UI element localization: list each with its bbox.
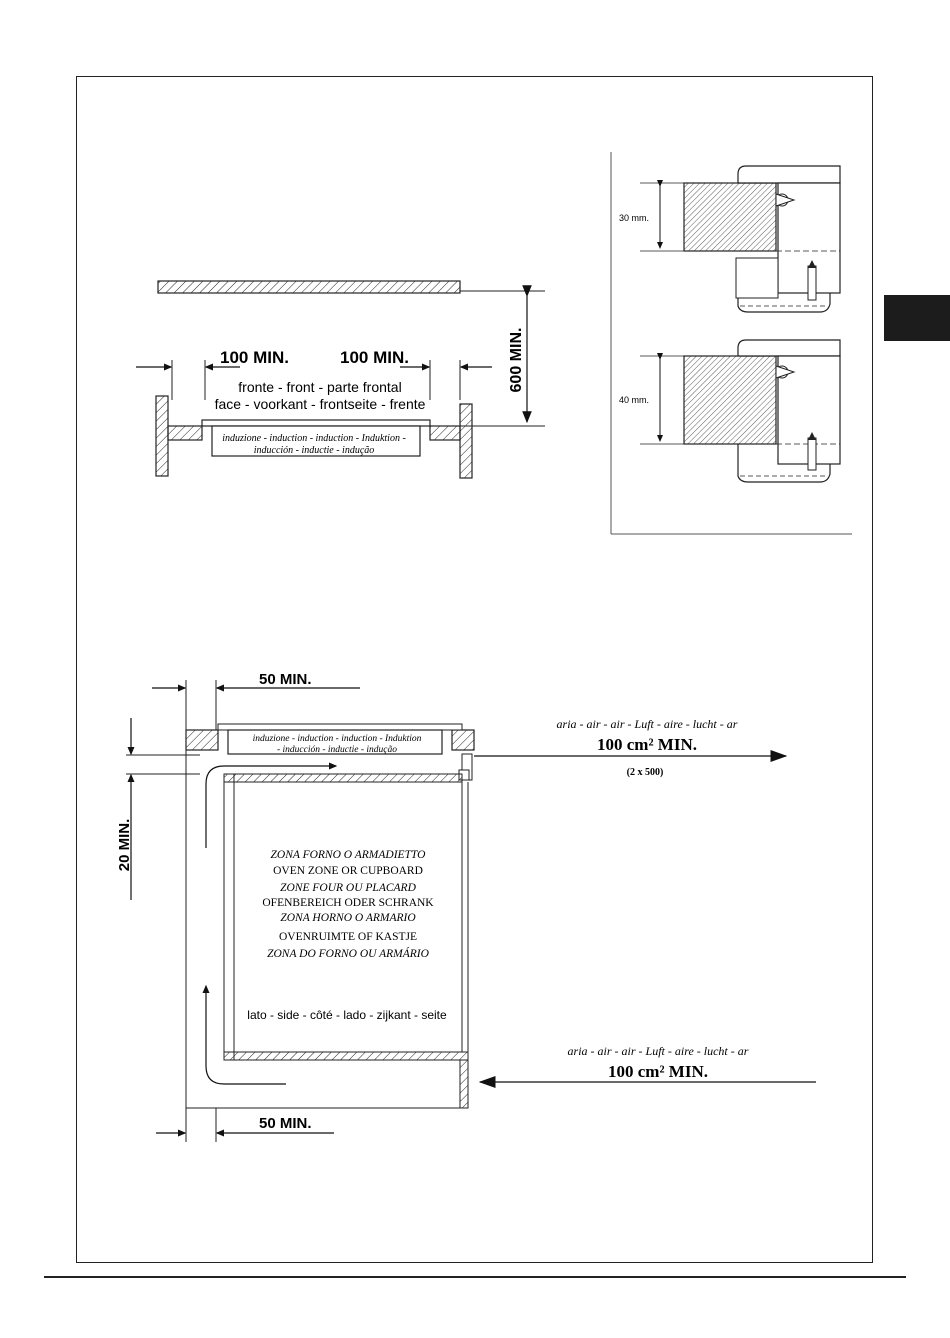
oven-zone-es: ZONA HORNO O ARMARIO	[280, 912, 416, 924]
air-in-label: aria - air - air - Luft - aire - lucht - ar	[567, 1044, 749, 1058]
ventilation-side-diagram	[116, 671, 816, 1142]
dim-right-100: 100 MIN.	[340, 348, 409, 367]
dim-vertical-20: 20 MIN.	[116, 818, 133, 872]
front-label-2: face - voorkant - frontseite - frente	[214, 396, 426, 412]
thickness-30-label: 30 mm.	[619, 213, 650, 223]
side-label: lato - side - côté - lado - zijkant - seite	[247, 1008, 447, 1022]
front-label-1: fronte - front - parte frontal	[238, 379, 402, 395]
oven-zone-it: ZONA FORNO O ARMADIETTO	[270, 849, 426, 861]
side-induction-label-1: induzione - induction - induction - Induktion	[252, 734, 422, 744]
right-wall	[460, 404, 472, 478]
oven-zone-nl: OVENRUIMTE OF KASTJE	[279, 931, 417, 943]
air-out-value: 100 cm² MIN.	[597, 735, 697, 754]
hob-glass	[202, 420, 430, 426]
dim-bottom-50: 50 MIN.	[259, 1115, 312, 1132]
oven-zone-pt: ZONA DO FORNO OU ARMÁRIO	[267, 948, 429, 960]
worktop-detail-diagram	[611, 152, 852, 534]
left-wall	[156, 396, 168, 476]
dim-vertical-600: 600 MIN.	[508, 327, 525, 393]
dim-top-50: 50 MIN.	[259, 671, 312, 688]
air-in-value: 100 cm² MIN.	[608, 1062, 708, 1081]
upper-shelf	[158, 281, 460, 293]
induction-label-1: induzione - induction - induction - Induktion -	[222, 433, 406, 444]
induction-label-2: inducción - inductie - indução	[253, 445, 375, 456]
oven-zone-de: OFENBEREICH ODER SCHRANK	[262, 897, 434, 909]
detail-30mm	[619, 166, 840, 312]
detail-40mm	[619, 340, 840, 482]
air-out-note: (2 x 500)	[626, 767, 664, 778]
thickness-40-label: 40 mm.	[619, 395, 650, 405]
top-clearance-diagram	[136, 281, 545, 478]
dim-left-100: 100 MIN.	[220, 348, 289, 367]
oven-zone-en: OVEN ZONE OR CUPBOARD	[273, 865, 423, 877]
oven-zone-fr: ZONE FOUR OU PLACARD	[280, 882, 416, 894]
air-out-label: aria - air - air - Luft - aire - lucht - ar	[556, 717, 738, 731]
side-induction-label-2: - inducción - inductie - indução	[276, 745, 398, 755]
